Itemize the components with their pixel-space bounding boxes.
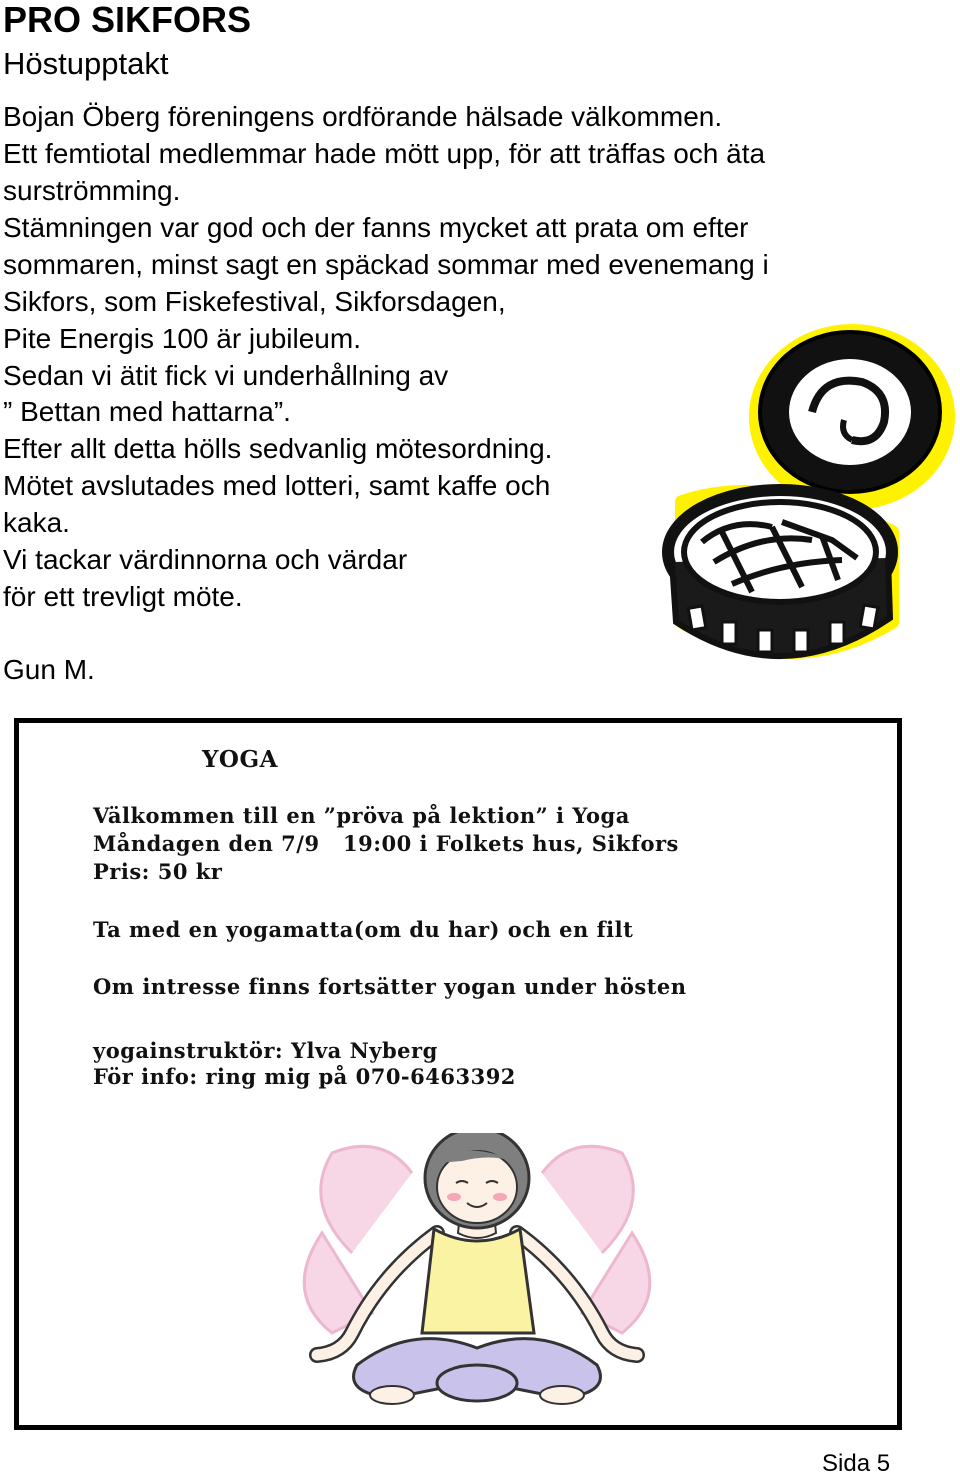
- article-line: Efter allt detta hölls sedvanlig mötesordning.: [3, 433, 553, 464]
- article-line: sommaren, minst sagt en späckad sommar med evenemang i: [3, 249, 769, 280]
- article-line: Bojan Öberg föreningens ordförande hälsade välkommen.: [3, 101, 723, 132]
- surstromming-can-icon: [662, 322, 958, 692]
- yoga-flyer: [14, 718, 902, 1430]
- article-line: Pite Energis 100 är jubileum.: [3, 323, 361, 354]
- meditating-woman-icon: [262, 1133, 692, 1423]
- flyer-line: Ta med en yogamatta(om du har) och en filt: [93, 917, 634, 942]
- article-line: Stämningen var god och der fanns mycket att prata om efter: [3, 212, 749, 243]
- flyer-line: Måndagen den 7/9 19:00 i Folkets hus, Sikfors: [93, 831, 679, 856]
- article-line: ” Bettan med hattarna”.: [3, 396, 291, 427]
- article-line: Mötet avslutades med lotteri, samt kaffe och: [3, 470, 551, 501]
- page-subtitle: Höstupptakt: [3, 46, 169, 81]
- page-number: Sida 5: [822, 1450, 891, 1477]
- flyer-line: Om intresse finns fortsätter yogan under hösten: [93, 974, 687, 999]
- article-line: Vi tackar värdinnorna och värdar: [3, 544, 408, 575]
- page-title: PRO SIKFORS: [3, 0, 252, 40]
- flyer-heading: YOGA: [202, 746, 278, 773]
- flyer-line: yogainstruktör: Ylva Nyberg: [93, 1038, 438, 1063]
- article-line: Ett femtiotal medlemmar hade mött upp, för att träffas och äta: [3, 138, 766, 169]
- article-line: för ett trevligt möte.: [3, 581, 243, 612]
- article-line: kaka.: [3, 507, 70, 538]
- flyer-line: Pris: 50 kr: [93, 859, 223, 884]
- article-line: surströmming.: [3, 175, 181, 206]
- flyer-line: För info: ring mig på 070-6463392: [93, 1064, 516, 1089]
- article-line: Sedan vi ätit fick vi underhållning av: [3, 360, 449, 391]
- flyer-line: Välkommen till en ”pröva på lektion” i Yoga: [93, 803, 630, 828]
- article-line: Sikfors, som Fiskefestival, Sikforsdagen,: [3, 286, 506, 317]
- signature: Gun M.: [3, 654, 95, 685]
